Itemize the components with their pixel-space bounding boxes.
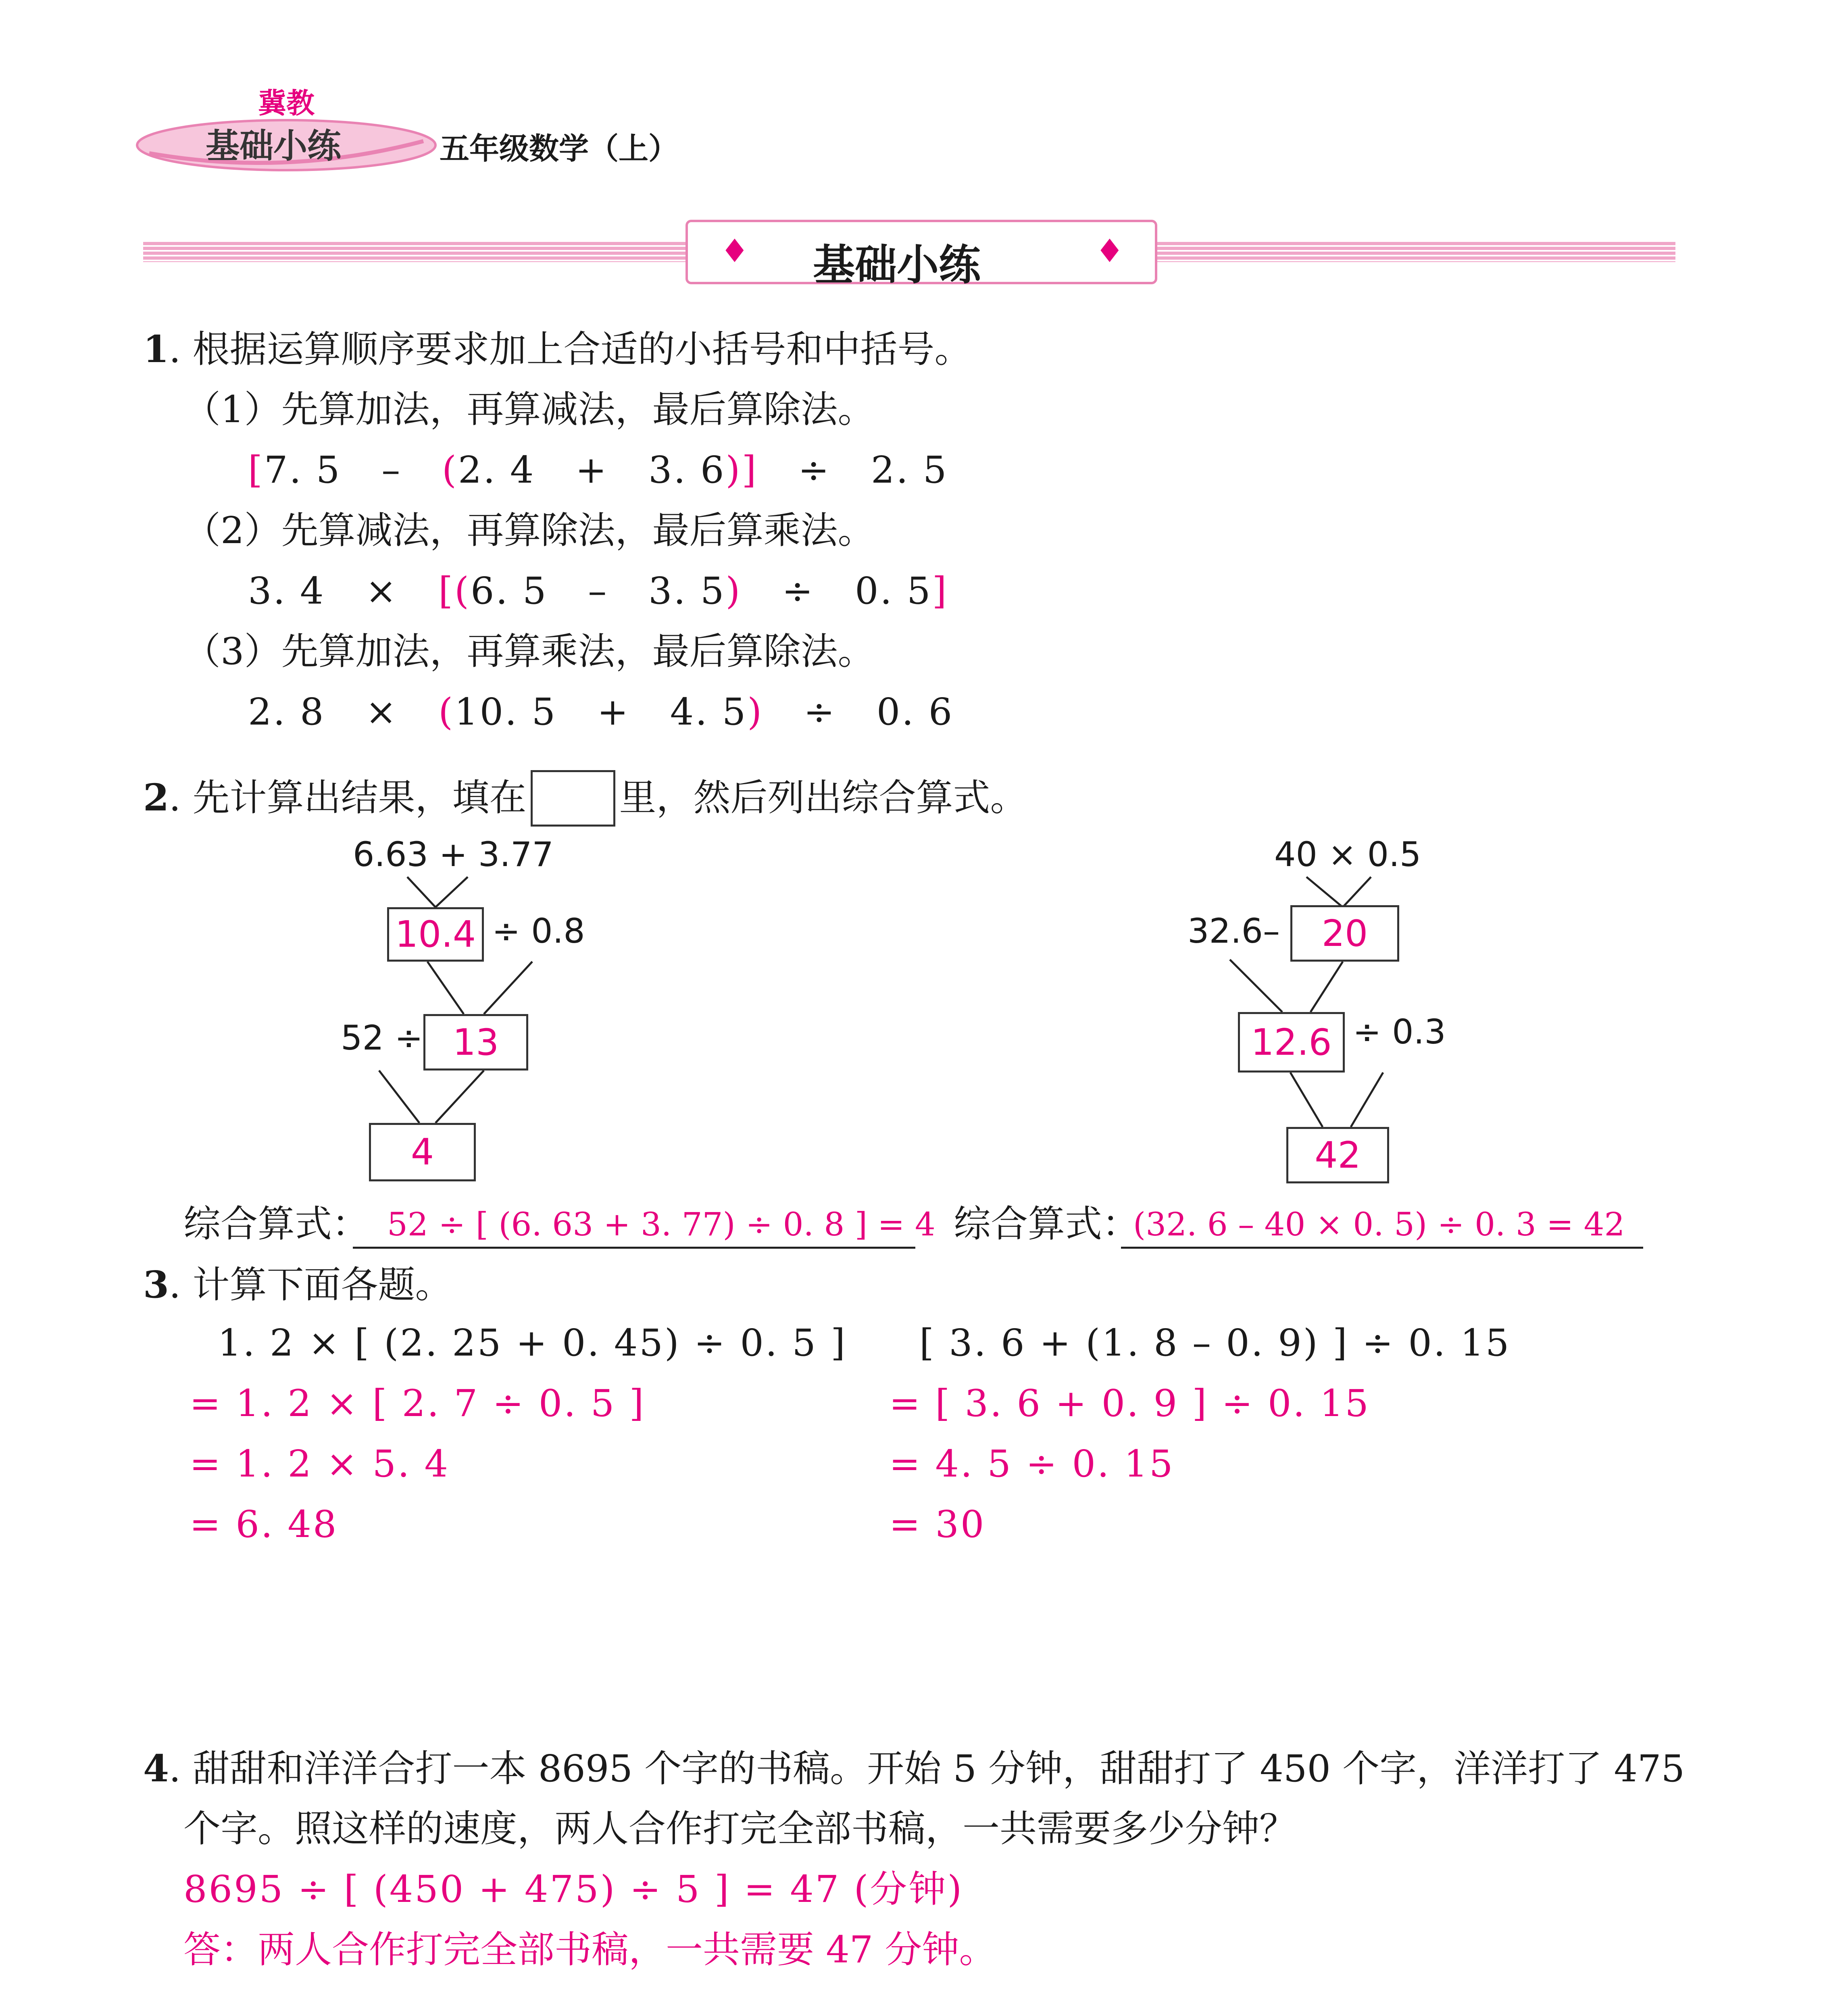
q1-sub1-expression: [7. 5 – (2. 4 + 3. 6)] ÷ 2. 5 [248,448,948,492]
left-answer-box-3: 4 [369,1123,476,1181]
badge-main-text: 基础小练 [206,126,342,166]
q1-sub2-expression: 3. 4 × [(6. 5 – 3. 5) ÷ 0. 5] [248,569,948,612]
q3-right-problem: [ 3. 6 + (1. 8 – 0. 9) ] ÷ 0. 15 [919,1321,1511,1364]
left-formula-label: 综合算式： [183,1202,369,1245]
left-op-2: 52 ÷ [341,1018,423,1058]
right-tree-top: 40 × 0.5 [1274,835,1421,874]
q3-left-step-1: = 1. 2 × [ 2. 7 ÷ 0. 5 ] [190,1382,646,1425]
diamond-icon: ♦ [720,232,749,270]
right-op-2: ÷ 0.3 [1353,1012,1446,1052]
answer-underline [1121,1247,1643,1249]
q3-left-problem: 1. 2 × [ (2. 25 + 0. 45) ÷ 0. 5 ] [218,1321,847,1364]
q3-left-step-3: = 6. 48 [190,1503,338,1546]
q4-conclusion: 答：两人合作打完全部书稿，一共需要 47 分钟。 [183,1928,996,1971]
q1-sub3-expression: 2. 8 × (10. 5 + 4. 5) ÷ 0. 6 [248,690,954,733]
q3-right-step-3: = 30 [889,1503,986,1546]
question-3-prompt: 3. 计算下面各题。 [143,1263,452,1306]
answer-underline [353,1247,915,1249]
left-answer-box-1: 10.4 [387,907,484,962]
question-4-line-1: 4. 甜甜和洋洋合打一本 8695 个字的书稿。开始 5 分钟，甜甜打了 450 个字，洋洋打了 475 [143,1747,1685,1790]
question-2-prompt: 2. 先计算出结果，填在 里，然后列出综合算式。 [143,770,1027,827]
left-tree-top: 6.63 + 3.77 [353,835,554,874]
question-1-prompt: 1. 根据运算顺序要求加上合适的小括号和中括号。 [143,327,972,371]
right-answer-box-3: 42 [1286,1127,1389,1183]
right-formula-label: 综合算式： [954,1202,1140,1245]
right-answer-box-1: 20 [1290,905,1399,962]
q4-answer: 8695 ÷ [ (450 + 475) ÷ 5 ] = 47 (分钟) [183,1868,964,1911]
section-title: 基础小练 [813,240,981,289]
q1-sub2-label: （2）先算减法，再算除法，最后算乘法。 [183,509,875,552]
left-formula-answer: 52 ÷ [ (6. 63 + 3. 77) ÷ 0. 8 ] = 4 [387,1206,936,1243]
right-op-1: 32.6– [1188,911,1280,951]
q3-left-step-2: = 1. 2 × 5. 4 [190,1442,450,1485]
diamond-icon: ♦ [1095,232,1124,270]
question-4-line-2: 个字。照这样的速度，两人合作打完全部书稿，一共需要多少分钟？ [183,1807,1297,1850]
q3-right-step-2: = 4. 5 ÷ 0. 15 [889,1442,1175,1485]
left-answer-box-2: 13 [423,1014,528,1070]
right-answer-box-2: 12.6 [1238,1012,1345,1073]
q1-sub1-label: （1）先算加法，再算减法，最后算除法。 [183,388,875,431]
header-subtitle: 五年级数学（上） [440,131,678,166]
left-op-1: ÷ 0.8 [492,911,585,951]
right-formula-answer: (32. 6 – 40 × 0. 5) ÷ 0. 3 = 42 [1133,1206,1625,1243]
badge-top-text: 冀教 [258,87,315,120]
q3-right-step-1: = [ 3. 6 + 0. 9 ] ÷ 0. 15 [889,1382,1370,1425]
q1-sub3-label: （3）先算加法，再算乘法，最后算除法。 [183,630,875,673]
